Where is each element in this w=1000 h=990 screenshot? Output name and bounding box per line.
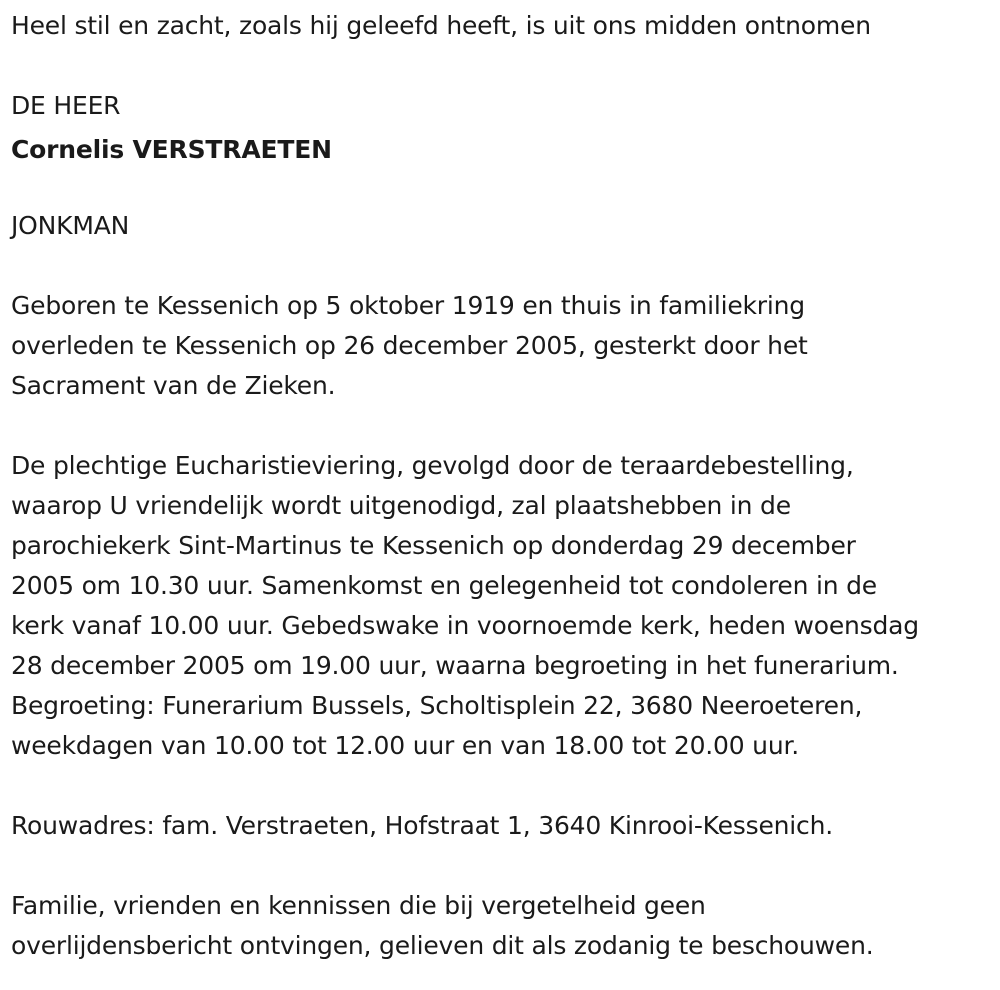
paragraph-line: 28 december 2005 om 19.00 uur, waarna begroeting in het funerarium. — [11, 651, 899, 680]
spacer — [11, 46, 996, 86]
spacer — [11, 174, 996, 206]
paragraph-line: Geboren te Kessenich op 5 oktober 1919 en thuis in familiekring — [11, 291, 805, 320]
salutation: DE HEER — [11, 91, 121, 120]
paragraph-line: parochiekerk Sint-Martinus te Kessenich op donderdag 29 december — [11, 531, 856, 560]
closing-paragraph — [11, 886, 996, 966]
paragraph-line: Begroeting: Funerarium Bussels, Scholtisplein 22, 3680 Neeroeteren, — [11, 691, 863, 720]
spacer — [11, 246, 996, 286]
spacer — [11, 406, 996, 446]
intro-text: Heel stil en zacht, zoals hij geleefd heeft, is uit ons midden ontnomen — [11, 11, 871, 40]
paragraph-line: waarop U vriendelijk wordt uitgenodigd, zal plaatshebben in de — [11, 491, 791, 520]
spacer — [11, 766, 996, 806]
paragraph-line: weekdagen van 10.00 tot 12.00 uur en van 18.00 tot 20.00 uur. — [11, 731, 799, 760]
deceased-name: Cornelis VERSTRAETEN — [11, 135, 332, 164]
paragraph-line: 2005 om 10.30 uur. Samenkomst en gelegenheid tot condoleren in de — [11, 571, 877, 600]
ceremony-paragraph — [11, 446, 996, 766]
paragraph-line: Familie, vrienden en kennissen die bij vergetelheid geen — [11, 891, 706, 920]
obituary-notice — [11, 6, 996, 966]
paragraph-line: overlijdensbericht ontvingen, gelieven dit als zodanig te beschouwen. — [11, 931, 874, 960]
paragraph-line: kerk vanaf 10.00 uur. Gebedswake in voornoemde kerk, heden woensdag — [11, 611, 919, 640]
paragraph-line: overleden te Kessenich op 26 december 2005, gesterkt door het — [11, 331, 808, 360]
spacer — [11, 846, 996, 886]
birth-paragraph — [11, 286, 996, 406]
paragraph-line: Sacrament van de Zieken. — [11, 371, 336, 400]
marital-status: JONKMAN — [11, 211, 130, 240]
mourning-address: Rouwadres: fam. Verstraeten, Hofstraat 1, 3640 Kinrooi-Kessenich. — [11, 811, 833, 840]
paragraph-line: De plechtige Eucharistieviering, gevolgd door de teraardebestelling, — [11, 451, 854, 480]
